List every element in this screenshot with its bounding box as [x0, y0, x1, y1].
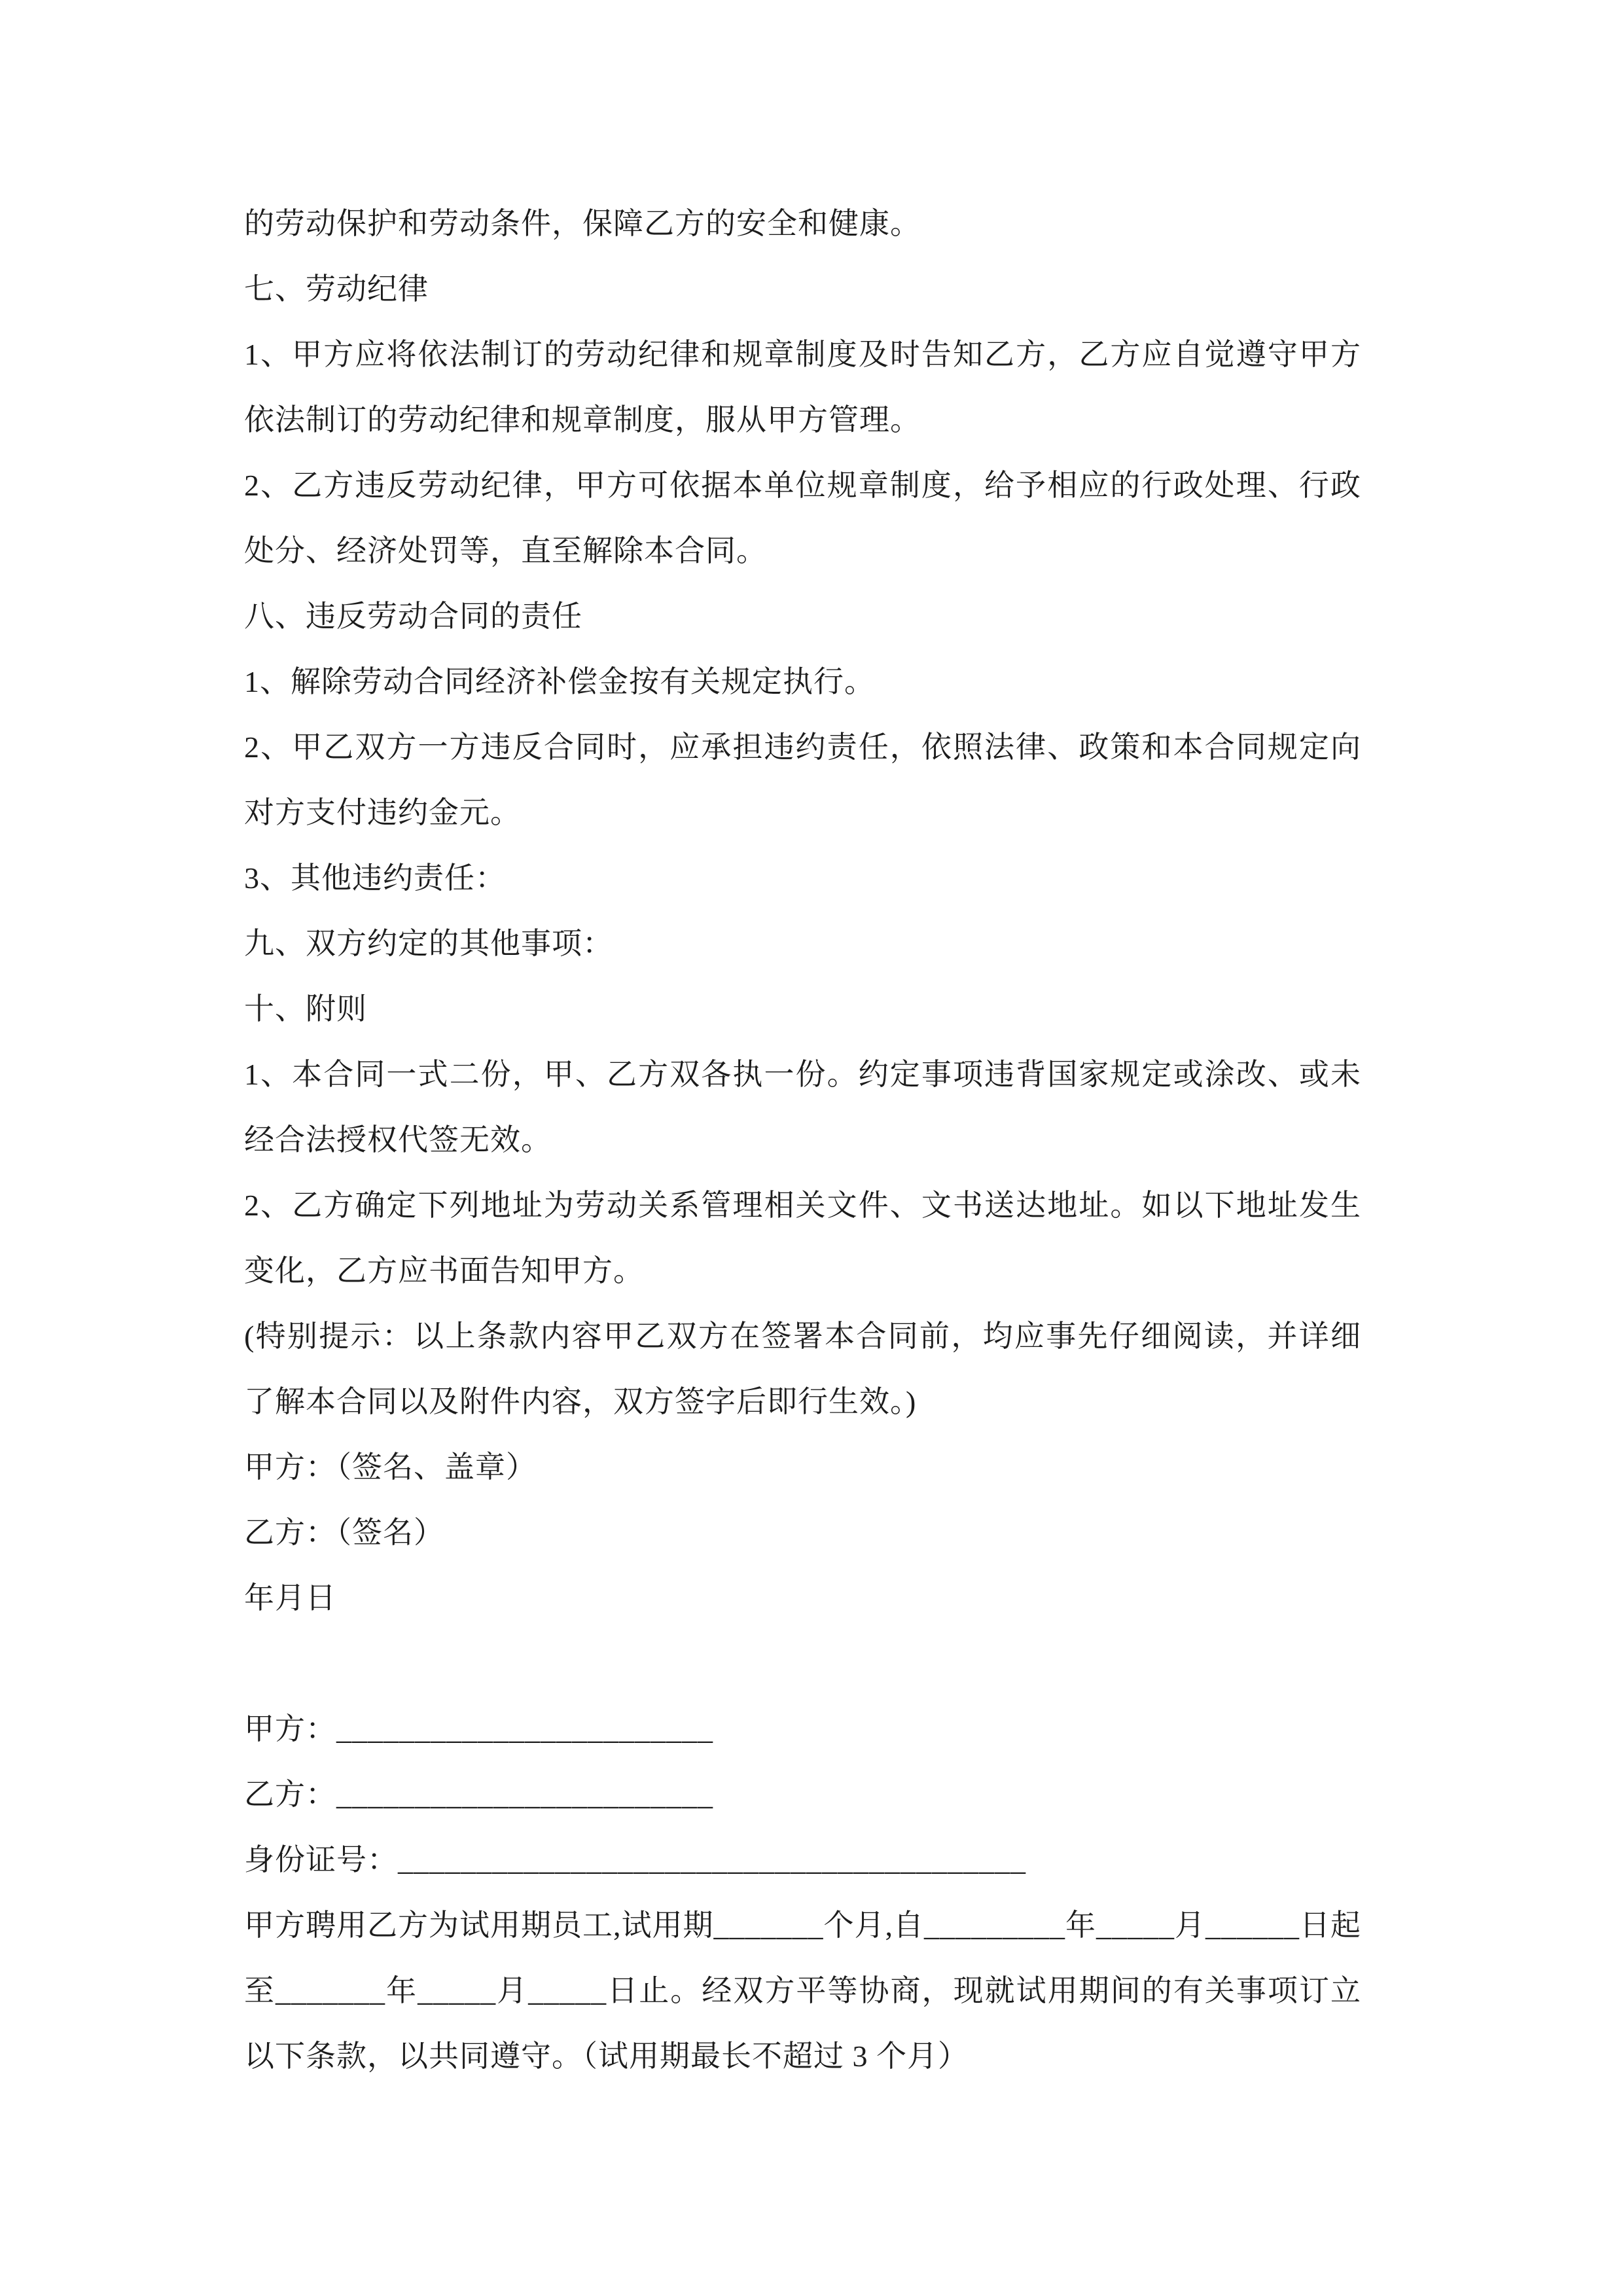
paragraph-labor-protection-tail: 的劳动保护和劳动条件，保障乙方的安全和健康。 [244, 207, 921, 240]
special-notice: (特别提示：以上条款内容甲乙双方在签署本合同前，均应事先仔细阅读，并详细了解本合同以及附件内容，双方签字后即行生效。) [244, 1319, 1361, 1418]
section-heading-supplementary: 十、附则 [244, 992, 367, 1026]
clause-breach-item-1: 1、解除劳动合同经济补偿金按有关规定执行。 [244, 665, 875, 698]
probation-period-clause: 甲方聘用乙方为试用期员工,试用期_______个月,自_________年_____月______日起至_______年_____月_____日止。经双方平等协商，现就试用期间的有关事项订立以下条款，以共同遵守。（试用期最长不超过 3 个月） [244, 1909, 1361, 2073]
party-a-signature-label: 甲方：（签名、盖章） [244, 1450, 537, 1484]
id-number-blank-field: 身份证号：________________________________________ [244, 1843, 1026, 1876]
section-heading-breach-liability: 八、违反劳动合同的责任 [244, 600, 582, 633]
date-line: 年月日 [244, 1581, 336, 1615]
party-a-blank-field: 甲方：________________________ [244, 1712, 713, 1746]
section-heading-labor-discipline: 七、劳动纪律 [244, 272, 429, 306]
party-b-blank-field: 乙方：________________________ [244, 1778, 713, 1811]
clause-supplementary-item-2: 2、乙方确定下列地址为劳动关系管理相关文件、文书送达地址。如以下地址发生变化，乙方应书面告知甲方。 [244, 1189, 1361, 1287]
clause-breach-item-2: 2、甲乙双方一方违反合同时，应承担违约责任，依照法律、政策和本合同规定向对方支付违约金元。 [244, 730, 1361, 829]
clause-breach-item-3: 3、其他违约责任： [244, 861, 506, 895]
clause-discipline-item-1: 1、甲方应将依法制订的劳动纪律和规章制度及时告知乙方，乙方应自觉遵守甲方依法制订的劳动纪律和规章制度，服从甲方管理。 [244, 338, 1361, 437]
party-b-signature-label: 乙方：（签名） [244, 1516, 444, 1549]
clause-discipline-item-2: 2、乙方违反劳动纪律，甲方可依据本单位规章制度，给予相应的行政处理、行政处分、经济处罚等，直至解除本合同。 [244, 469, 1361, 567]
blank-line [244, 1631, 1361, 1696]
section-heading-other-matters: 九、双方约定的其他事项： [244, 927, 613, 960]
clause-supplementary-item-1: 1、本合同一式二份，甲、乙方双各执一份。约定事项违背国家规定或涂改、或未经合法授权代签无效。 [244, 1058, 1361, 1157]
